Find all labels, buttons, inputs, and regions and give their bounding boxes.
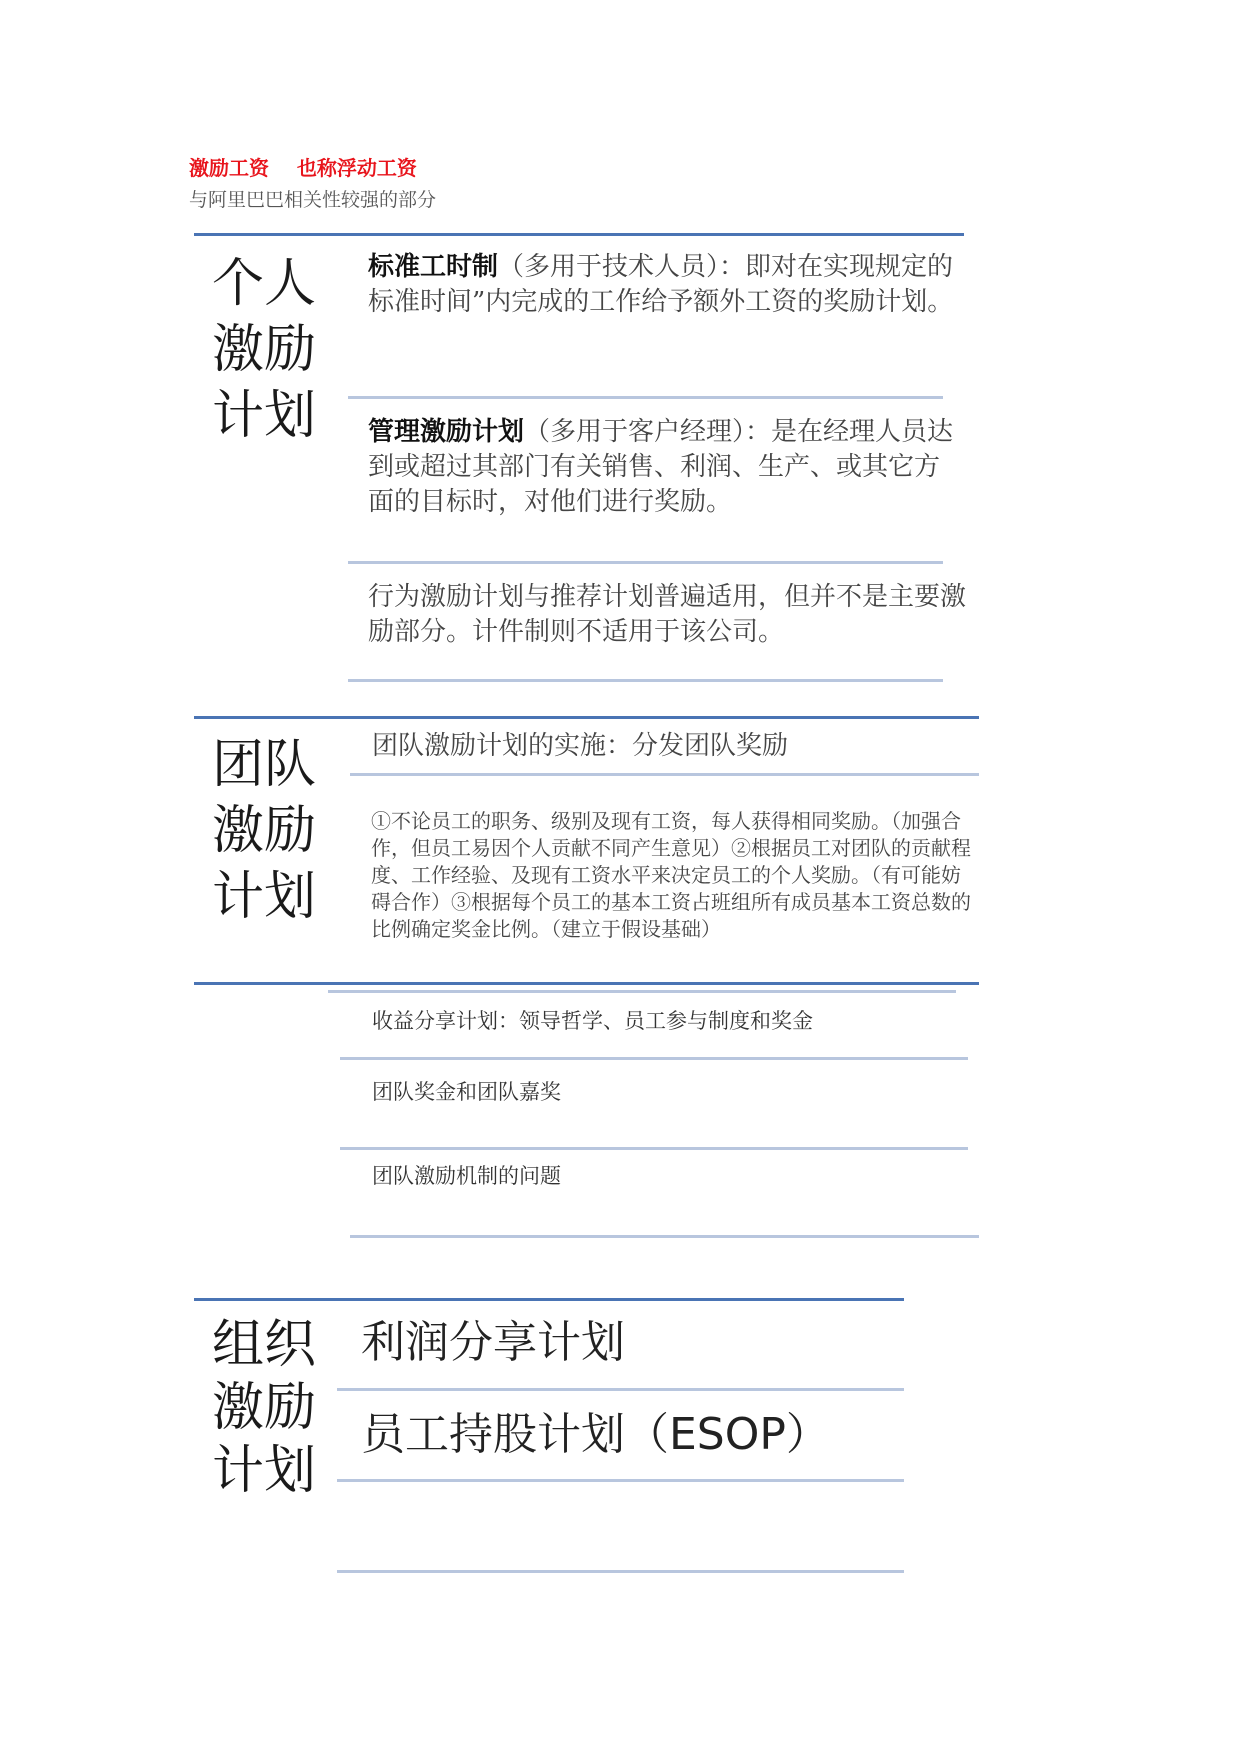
item-divider <box>350 773 979 776</box>
item-divider <box>348 396 943 399</box>
section-divider <box>194 716 979 719</box>
page-title: 激励工资 也称浮动工资 <box>189 156 417 180</box>
page-subtitle: 与阿里巴巴相关性较强的部分 <box>189 189 437 211</box>
heading-line: 计划 <box>212 867 317 927</box>
item-divider <box>337 1570 904 1573</box>
org-item-text: 员工持股计划（ <box>361 1409 669 1460</box>
section-divider <box>194 982 979 985</box>
org-heading <box>212 1314 316 1503</box>
item-divider <box>337 1479 904 1482</box>
item-bold-label: 标准工时制 <box>368 252 499 282</box>
item-divider <box>340 1147 968 1150</box>
individual-heading <box>212 251 316 449</box>
item-text: （多用于客户经理）：是在经理人员达到或超过其部门有关销售、利润、生产、或其它方面的目标时，对他们进行奖励。 <box>368 417 954 517</box>
item-divider <box>350 1235 979 1238</box>
org-item <box>361 1410 830 1460</box>
item-divider <box>328 990 956 993</box>
team-item: 团队奖金和团队嘉奖 <box>372 1080 561 1104</box>
heading-line: 计划 <box>212 1441 317 1501</box>
heading-line: 激励 <box>212 1378 317 1438</box>
item-divider <box>348 679 943 682</box>
item-divider <box>337 1388 904 1391</box>
section-divider <box>194 233 964 236</box>
heading-line: 激励 <box>212 320 317 380</box>
item-divider <box>340 1057 968 1060</box>
team-item-detail: ①不论员工的职务、级别及现有工资，每人获得相同奖励。（加强合作，但员工易因个人贡献不同产生意见）②根据员工对团队的贡献程度、工作经验、及现有工资水平来决定员工的个人奖励。（有可能妨碍合作）③根据每个员工的基本工资占班组所有成员基本工资总数的比例确定奖金比例。（建立于假设基础） <box>371 809 971 941</box>
heading-line: 团队 <box>212 735 317 795</box>
item-bold-label: 管理激励计划 <box>368 417 525 447</box>
heading-line: 组织 <box>212 1315 317 1375</box>
item-divider <box>348 561 943 564</box>
team-heading <box>212 732 316 930</box>
team-item: 团队激励计划的实施：分发团队奖励 <box>372 731 789 761</box>
heading-line: 激励 <box>212 801 317 861</box>
org-item: 利润分享计划 <box>361 1317 625 1368</box>
individual-item: 行为激励计划与推荐计划普遍适用，但并不是主要激励部分。计件制则不适用于该公司。 <box>368 582 967 647</box>
individual-item <box>368 415 956 520</box>
org-item-acronym: ESOP <box>669 1409 786 1460</box>
org-item-text: ） <box>785 1409 830 1460</box>
item-text: （多用于技术人员）：即对在实现规定的标准时间”内完成的工作给予额外工资的奖励计划。 <box>368 252 954 317</box>
heading-line: 个人 <box>212 254 317 314</box>
section-divider <box>194 1298 904 1301</box>
heading-line: 计划 <box>212 386 317 446</box>
team-item: 收益分享计划：领导哲学、员工参与制度和奖金 <box>372 1009 813 1033</box>
individual-item <box>368 250 956 320</box>
team-item: 团队激励机制的问题 <box>372 1164 561 1188</box>
